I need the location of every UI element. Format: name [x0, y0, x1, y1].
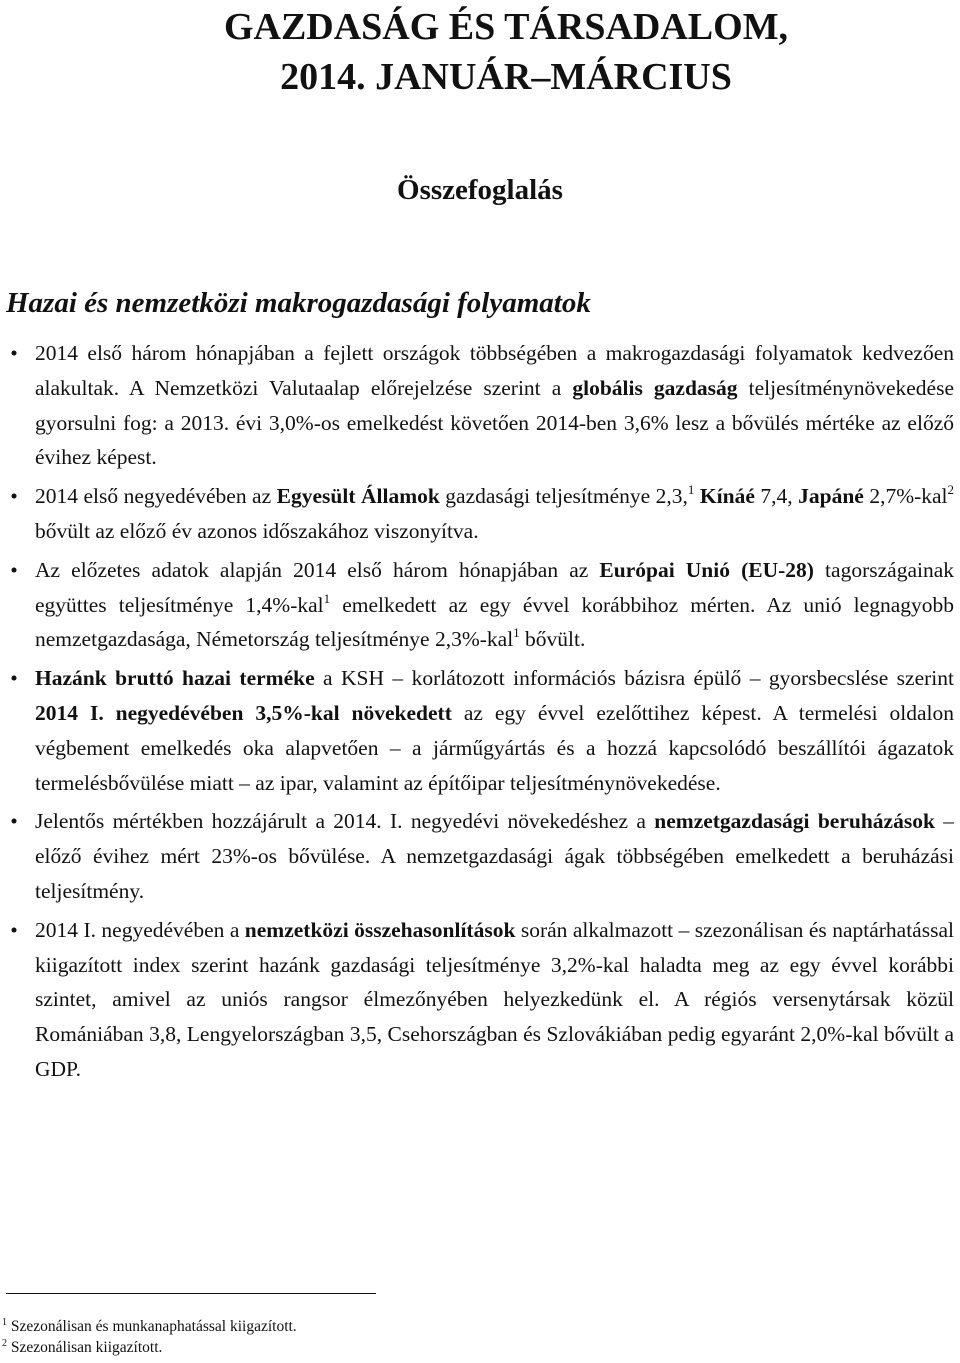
bullet-icon: • — [10, 917, 18, 942]
bullet-bold-text: Kínáé — [699, 484, 755, 509]
title-line-2: 2014. JANUÁR–MÁRCIUS — [280, 56, 732, 98]
bullet-icon: • — [10, 557, 18, 582]
bullet-icon: • — [10, 341, 18, 365]
bullet-bold-text: Hazánk bruttó hazai terméke — [35, 666, 315, 691]
bullet-bold-text: globális gazdaság — [572, 375, 738, 400]
footnote-text: Szezonálisan kiigazított. — [10, 1339, 163, 1356]
footnote-mark: 1 — [2, 1317, 7, 1328]
bullet-international-comparison — [0, 913, 960, 1087]
bullet-bold-text: Európai Unió (EU-28) — [599, 557, 814, 582]
bullet-bold-text: 2014 I. negyedévében 3,5%-kal növekedett — [35, 700, 452, 725]
bullet-text: az egy évvel ezelőttihez képest. A termelési oldalon végbement emelkedés oka alapvetően – a járműgyártás és a hozzá kapcsolódó beszállítói ágazatok termelésbővülése miatt – az ipar, valamint az építőipar teljesítménynövekedése. — [35, 700, 954, 795]
footnote-2 — [2, 1337, 297, 1358]
bullet-us-china-japan — [0, 479, 960, 549]
summary-subtitle: Összefoglalás — [397, 174, 563, 206]
bullet-text: gazdasági teljesítménye 2,3, — [439, 484, 688, 509]
bullet-icon: • — [10, 809, 18, 834]
bullet-text: 2014 első negyedévében az — [35, 484, 277, 509]
footnote-ref: 1 — [323, 590, 331, 606]
footnote-1 — [2, 1316, 297, 1337]
footnote-divider — [6, 1293, 376, 1294]
bullet-text: 7,4, — [754, 484, 799, 509]
bullet-text: 2014 első három hónapjában a fejlett országok többségében a makrogazdasági folyamatok kedvezően alakultak. A Nemzetközi Valutaalap előrejelzése szerint a — [35, 341, 954, 400]
bullet-global-economy — [0, 336, 960, 475]
bullet-text: bővült az előző év azonos időszakához viszonyítva. — [35, 518, 479, 543]
bullet-investments — [0, 804, 960, 908]
bullet-text: – előző évihez mért 23%-os bővülése. A nemzetgazdasági ágak többségében emelkedett a beruházási teljesítmény. — [35, 809, 954, 903]
bullet-text: Jelentős mértékben hozzájárult a 2014. I. negyedévi növekedéshez a — [35, 809, 655, 834]
bullet-bold-text: nemzetgazdasági beruházások — [654, 809, 935, 834]
bullet-text: során alkalmazott – szezonálisan és naptárhatással kiigazított index szerint hazánk gazdasági teljesítménye 3,2%-kal haladta meg az egy évvel korábbi szintet, amivel az uniós rangsor élmezőnyében helyezkedünk el. A régiós versenytársak közül Romániában 3,8, Lengyelországban 3,5, Csehországban és Szlovákiában pedig egyaránt 2,0%-kal bővült a GDP. — [35, 917, 954, 1081]
bullet-text: tagországainak együttes teljesítménye 1,4%-kal — [35, 557, 954, 617]
footnote-mark: 2 — [2, 1338, 7, 1349]
bullet-bold-text: Egyesült Államok — [276, 484, 440, 509]
footnotes — [2, 1316, 297, 1358]
bullet-text: emelkedett az egy évvel korábbihoz mérten. Az unió legnagyobb nemzetgazdasága, Németország teljesítménye 2,3%-kal — [35, 592, 954, 652]
footnote-ref: 2 — [947, 482, 955, 498]
bullet-text: 2014 I. negyedévében a — [35, 917, 245, 942]
bullet-bold-text: nemzetközi összehasonlítások — [244, 917, 516, 942]
bullet-text: teljesítménynövekedése gyorsulni fog: a 2013. évi 3,0%-os emelkedést követően 2014-ben 3,6% lesz a bővülés mértéke az előző évihez képest. — [35, 375, 954, 470]
footnote-ref: 1 — [687, 482, 695, 498]
document-title — [0, 2, 960, 102]
bullet-icon: • — [10, 666, 18, 691]
bullet-bold-text: Japáné — [798, 484, 864, 509]
bullet-hungary-gdp — [0, 661, 960, 800]
bullet-list — [0, 336, 960, 1091]
bullet-text: a KSH – korlátozott információs bázisra épülő – gyorsbecslése szerint — [314, 666, 954, 691]
footnote-ref: 1 — [513, 625, 520, 641]
bullet-eu — [0, 553, 960, 657]
footnote-text: Szezonálisan és munkanaphatással kiigazított. — [10, 1318, 297, 1335]
bullet-text: 2,7%-kal — [863, 484, 948, 509]
bullet-text: bővült. — [519, 627, 586, 652]
bullet-icon: • — [10, 484, 18, 509]
bullet-text: Az előzetes adatok alapján 2014 első három hónapjában az — [35, 557, 600, 582]
section-heading: Hazai és nemzetközi makrogazdasági folyamatok — [6, 287, 591, 319]
title-line-1: GAZDASÁG ÉS TÁRSADALOM, — [223, 6, 789, 48]
